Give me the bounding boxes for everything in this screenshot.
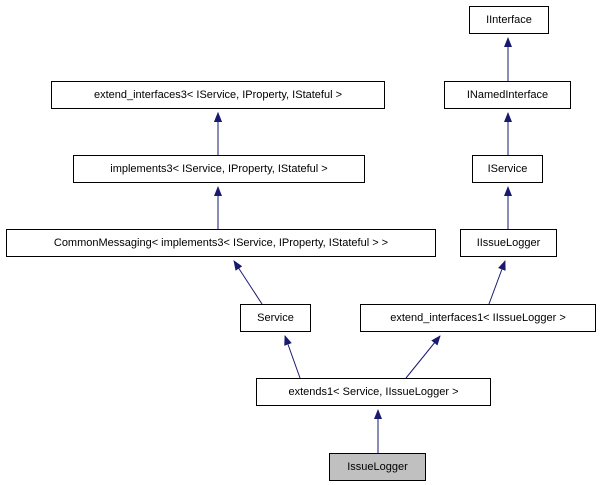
class-node-iinterface[interactable]: IInterface: [469, 6, 549, 34]
edge-service-to-commonmessaging: [234, 261, 262, 304]
class-node-extend3[interactable]: extend_interfaces3< IService, IProperty, IStateful >: [51, 81, 385, 109]
class-node-issuelogger[interactable]: IssueLogger: [329, 453, 426, 481]
class-node-extends1[interactable]: extends1< Service, IIssueLogger >: [256, 378, 491, 406]
class-node-iservice_if[interactable]: IService: [472, 155, 543, 183]
edge-extends1-to-extend1: [406, 336, 440, 378]
class-node-implements3[interactable]: implements3< IService, IProperty, IStateful >: [73, 155, 365, 183]
class-node-extend1[interactable]: extend_interfaces1< IIssueLogger >: [360, 304, 596, 332]
class-node-commonmessaging[interactable]: CommonMessaging< implements3< IService, IProperty, IStateful > >: [6, 229, 436, 257]
class-node-inamedinterface[interactable]: INamedInterface: [444, 81, 571, 109]
edge-extends1-to-service: [285, 336, 300, 378]
class-node-iissuelogger[interactable]: IIssueLogger: [460, 229, 557, 257]
class-node-service[interactable]: Service: [240, 304, 311, 332]
edge-extend1-to-iissuelogger: [489, 261, 505, 304]
